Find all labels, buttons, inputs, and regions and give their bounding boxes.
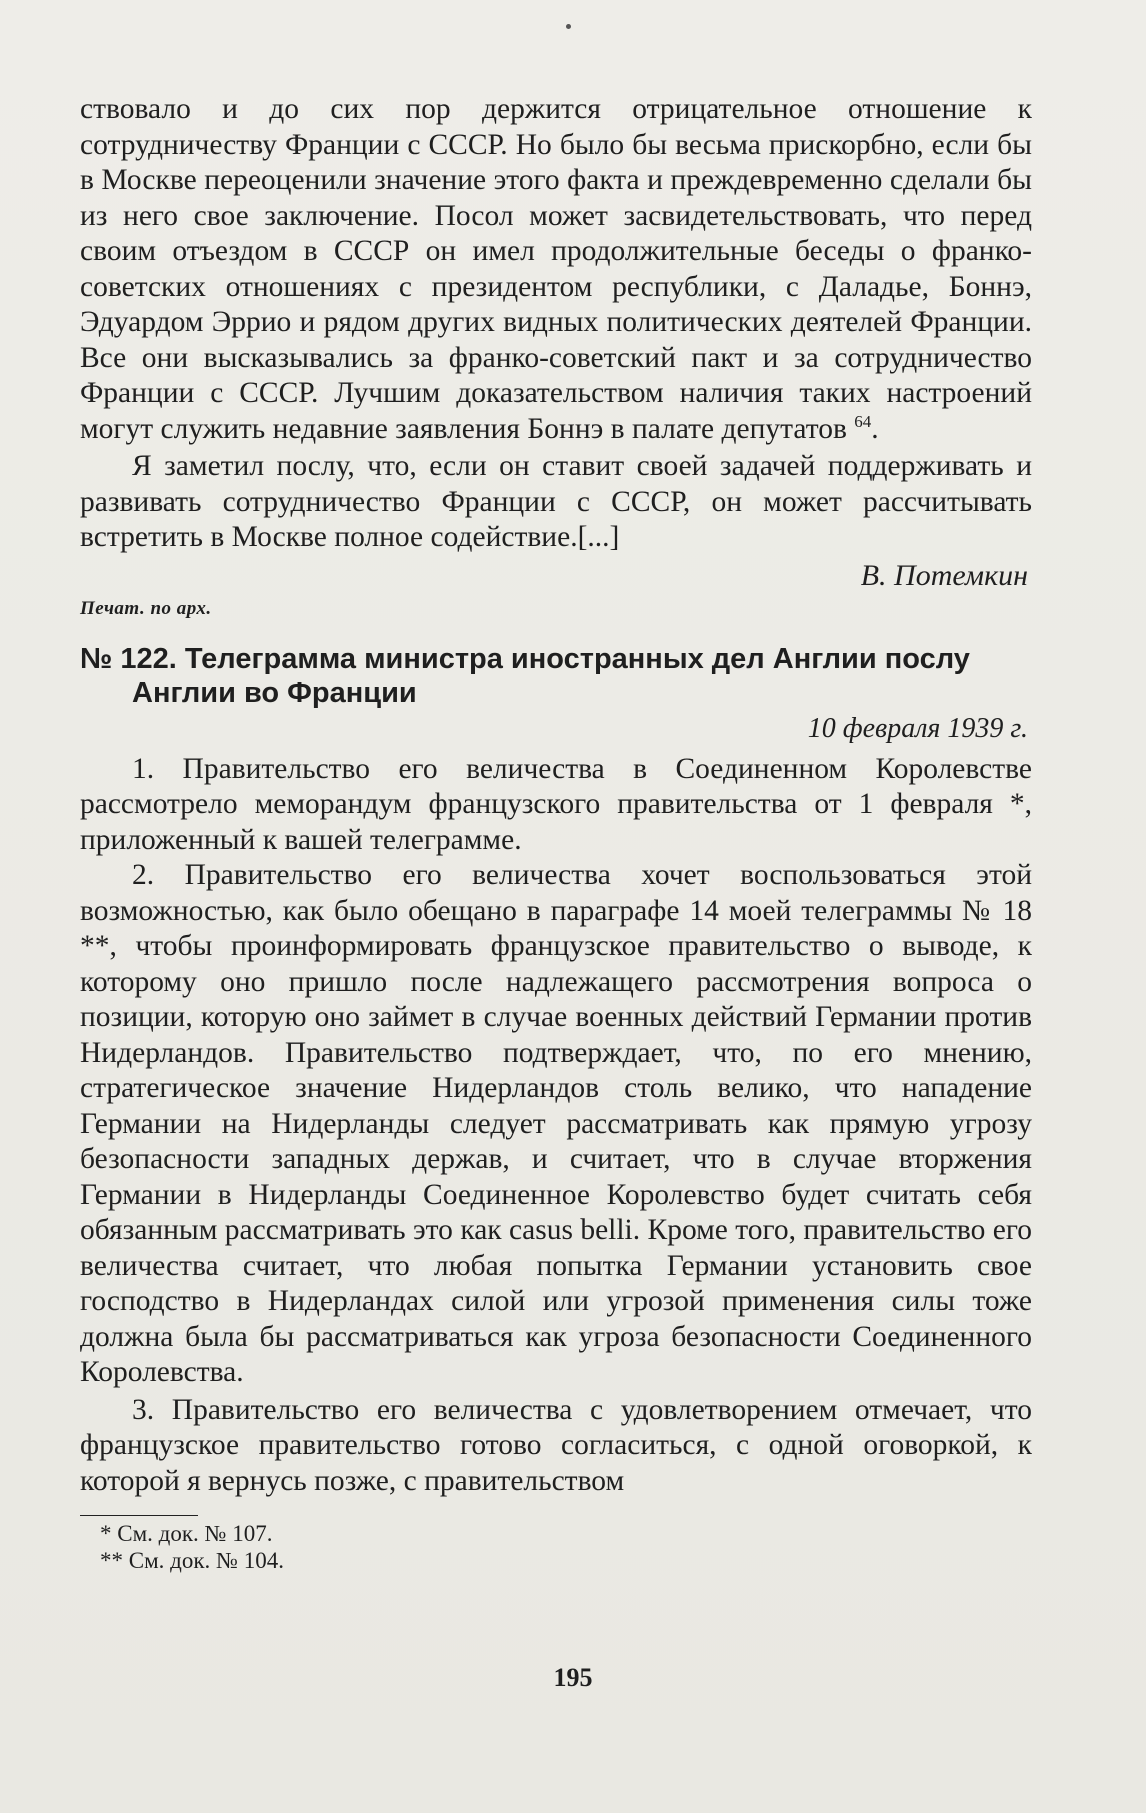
page-content — [80, 92, 1032, 1574]
footnote-ref-64: 64 — [854, 411, 872, 431]
paragraph-1: 1. Правительство его величества в Соединенном Королевстве рассмотрело меморандум французского правительства от 1 февраля *, приложенный к вашей телеграмме. — [80, 752, 1032, 856]
paragraph-3: 3. Правительство его величества с удовлетворением отмечает, что французское правительство готово согласиться, с одной оговоркой, к которой я вернусь позже, с правительством — [80, 1393, 1032, 1497]
paragraph-reply: Я заметил послу, что, если он ставит своей задачей поддерживать и развивать сотрудничество Франции с СССР, он может рассчитывать встретить в Москве полное содействие.[...] — [80, 450, 1032, 553]
paragraph-continuation — [80, 92, 1032, 447]
source-note: Печат. по арх. — [80, 597, 212, 619]
paragraph-end-period: . — [871, 412, 879, 445]
paragraph-continuation-text: ствовало и до сих пор держится отрицательное отношение к сотрудничеству Франции с СССР. Но было бы весьма прискорбно, если бы в Москве переоценили значение этого факта и преждевременно сделали бы из него свое заключение. Посол может засвидетельствовать, что перед своим отъездом в СССР он имел продолжительные беседы о франко-советских отношениях с президентом республики, с Даладье, Боннэ, Эдуардом Эррио и рядом других видных политических деятелей Франции. Все они высказывались за франко-советский пакт и за сотрудничество Франции с СССР. Лучшим доказательством наличия таких настроений могут служить недавние заявления Боннэ в палате депутатов — [80, 93, 1032, 445]
footnote-1: * См. док. № 107. — [100, 1521, 273, 1546]
document-heading: № 122. Телеграмма министра иностранных дел Англии послу Англии во Франции — [80, 642, 970, 709]
document-date: 10 февраля 1939 г. — [807, 712, 1028, 744]
paragraph-2: 2. Правительство его величества хочет воспользоваться этой возможностью, как было обещано в параграфе 14 моей телеграммы № 18 **, чтобы проинформировать французское правительство о выводе, к которому оно пришло после надлежащего рассмотрения вопроса о позиции, которую оно займет в случае военных действий Германии против Нидерландов. Правительство подтверждает, что, по его мнению, стратегическое значение Нидерландов столь велико, что нападение Германии на Нидерланды следует рассматривать как прямую угрозу безопасности западных держав, и считает, что в случае вторжения Германии в Нидерланды Соединенное Королевство будет считать себя обязанным рассматривать это как casus belli. Кроме того, правительство его величества считает, что любая попытка Германии установить свое господство в Нидерландах силой или угрозой применения силы тоже должна была бы рассматриваться как угроза безопасности Соединенного Королевства. — [80, 859, 1032, 1388]
page-number: 195 — [553, 1663, 593, 1692]
footnote-2: ** См. док. № 104. — [100, 1548, 284, 1573]
signature: В. Потемкин — [860, 558, 1028, 592]
footnote-divider — [80, 1515, 198, 1516]
print-mark — [566, 24, 571, 29]
